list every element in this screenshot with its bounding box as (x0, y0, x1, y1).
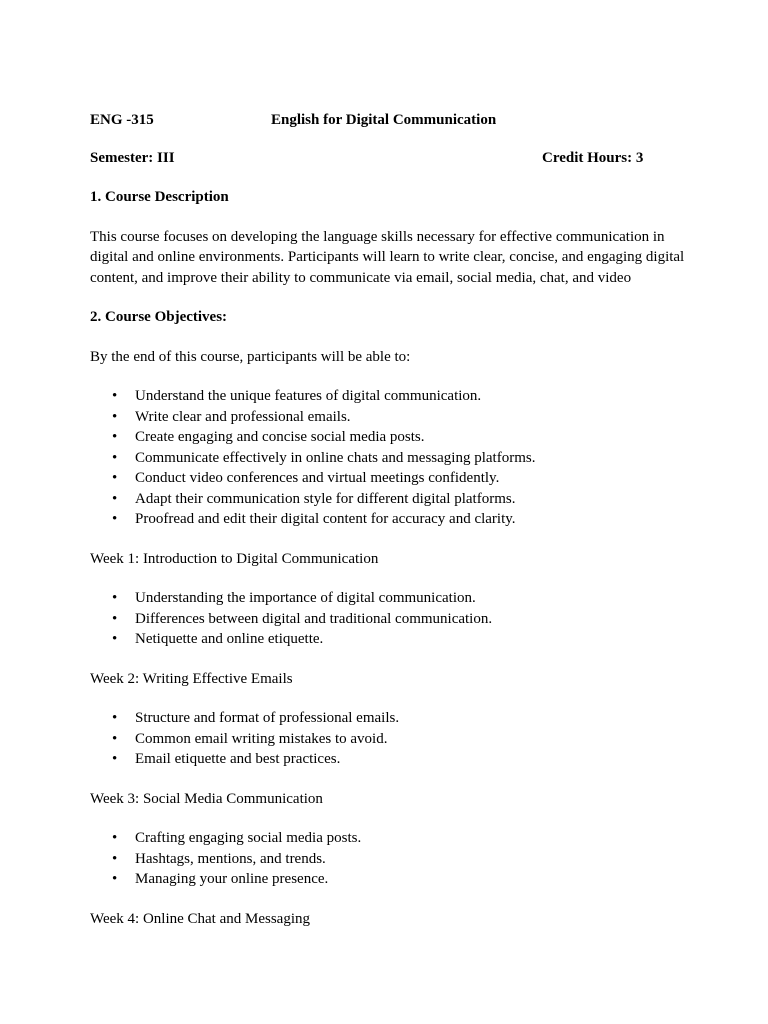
list-item-text: Hashtags, mentions, and trends. (135, 850, 326, 867)
week-3-title: Week 3: Social Media Communication (90, 790, 323, 807)
bullet-icon: • (112, 590, 118, 606)
list-item-text: Communicate effectively in online chats and messaging platforms. (135, 449, 536, 466)
list-item (90, 448, 690, 469)
bullet-icon: • (112, 388, 118, 404)
course-description-text: This course focuses on developing the language skills necessary for effective communication in digital and online environments. Participants will learn to write clear, concise, and engaging digital content, and improve their ability to communicate via email, social media, chat, and video (90, 228, 685, 286)
course-description-heading: 1. Course Description (90, 189, 229, 205)
list-item-text: Structure and format of professional emails. (135, 710, 400, 726)
list-item (90, 869, 690, 890)
list-item-text: Write clear and professional emails. (135, 408, 351, 425)
course-objectives-heading: 2. Course Objectives: (90, 309, 228, 325)
list-item-text: Conduct video conferences and virtual meetings confidently. (135, 470, 500, 486)
week-2-title: Week 2: Writing Effective Emails (90, 670, 293, 687)
bullet-icon: • (112, 710, 118, 726)
list-item (90, 828, 690, 849)
bullet-icon: • (112, 429, 118, 445)
list-item (90, 849, 690, 870)
list-item (90, 609, 690, 630)
list-item-text: Adapt their communication style for different digital platforms. (135, 490, 516, 507)
list-item-text: Managing your online presence. (135, 871, 329, 887)
list-item-text: Netiquette and online etiquette. (135, 631, 324, 647)
week-1-list (90, 588, 690, 650)
bullet-icon: • (112, 730, 118, 747)
list-item-text: Crafting engaging social media posts. (135, 830, 362, 846)
list-item (90, 386, 690, 407)
week-2-list (90, 708, 690, 770)
bullet-icon: • (112, 850, 118, 867)
course-objectives-intro: By the end of this course, participants will be able to: (90, 348, 411, 365)
list-item (90, 468, 690, 489)
list-item-text: Understand the unique features of digital communication. (135, 388, 482, 404)
bullet-icon: • (112, 490, 118, 507)
bullet-icon: • (112, 871, 118, 887)
list-item-text: Differences between digital and traditional communication. (135, 610, 493, 627)
bullet-icon: • (112, 830, 118, 846)
list-item (90, 708, 690, 729)
bullet-icon: • (112, 511, 118, 527)
document-page (90, 110, 690, 929)
bullet-icon: • (112, 449, 118, 466)
credit-hours: Credit Hours: 3 (542, 150, 644, 166)
bullet-icon: • (112, 408, 118, 425)
course-code: ENG -315 (90, 112, 154, 128)
list-item (90, 427, 690, 448)
bullet-icon: • (112, 470, 118, 486)
bullet-icon: • (112, 610, 118, 627)
week-4-title: Week 4: Online Chat and Messaging (90, 910, 310, 927)
list-item-text: Proofread and edit their digital content for accuracy and clarity. (135, 511, 516, 527)
course-header (90, 110, 690, 130)
bullet-icon: • (112, 631, 118, 647)
list-item (90, 588, 690, 609)
semester-row (90, 148, 690, 168)
semester: Semester: III (90, 150, 175, 166)
list-item (90, 489, 690, 510)
list-item (90, 749, 690, 770)
list-item (90, 629, 690, 650)
objectives-list (90, 386, 690, 530)
list-item (90, 407, 690, 428)
week-3-list (90, 828, 690, 890)
list-item-text: Common email writing mistakes to avoid. (135, 730, 388, 747)
bullet-icon: • (112, 751, 118, 767)
list-item (90, 729, 690, 750)
list-item (90, 509, 690, 530)
list-item-text: Create engaging and concise social media posts. (135, 429, 425, 445)
course-title: English for Digital Communication (271, 112, 497, 128)
list-item-text: Email etiquette and best practices. (135, 751, 341, 767)
list-item-text: Understanding the importance of digital communication. (135, 590, 476, 606)
week-1-title: Week 1: Introduction to Digital Communication (90, 550, 379, 567)
